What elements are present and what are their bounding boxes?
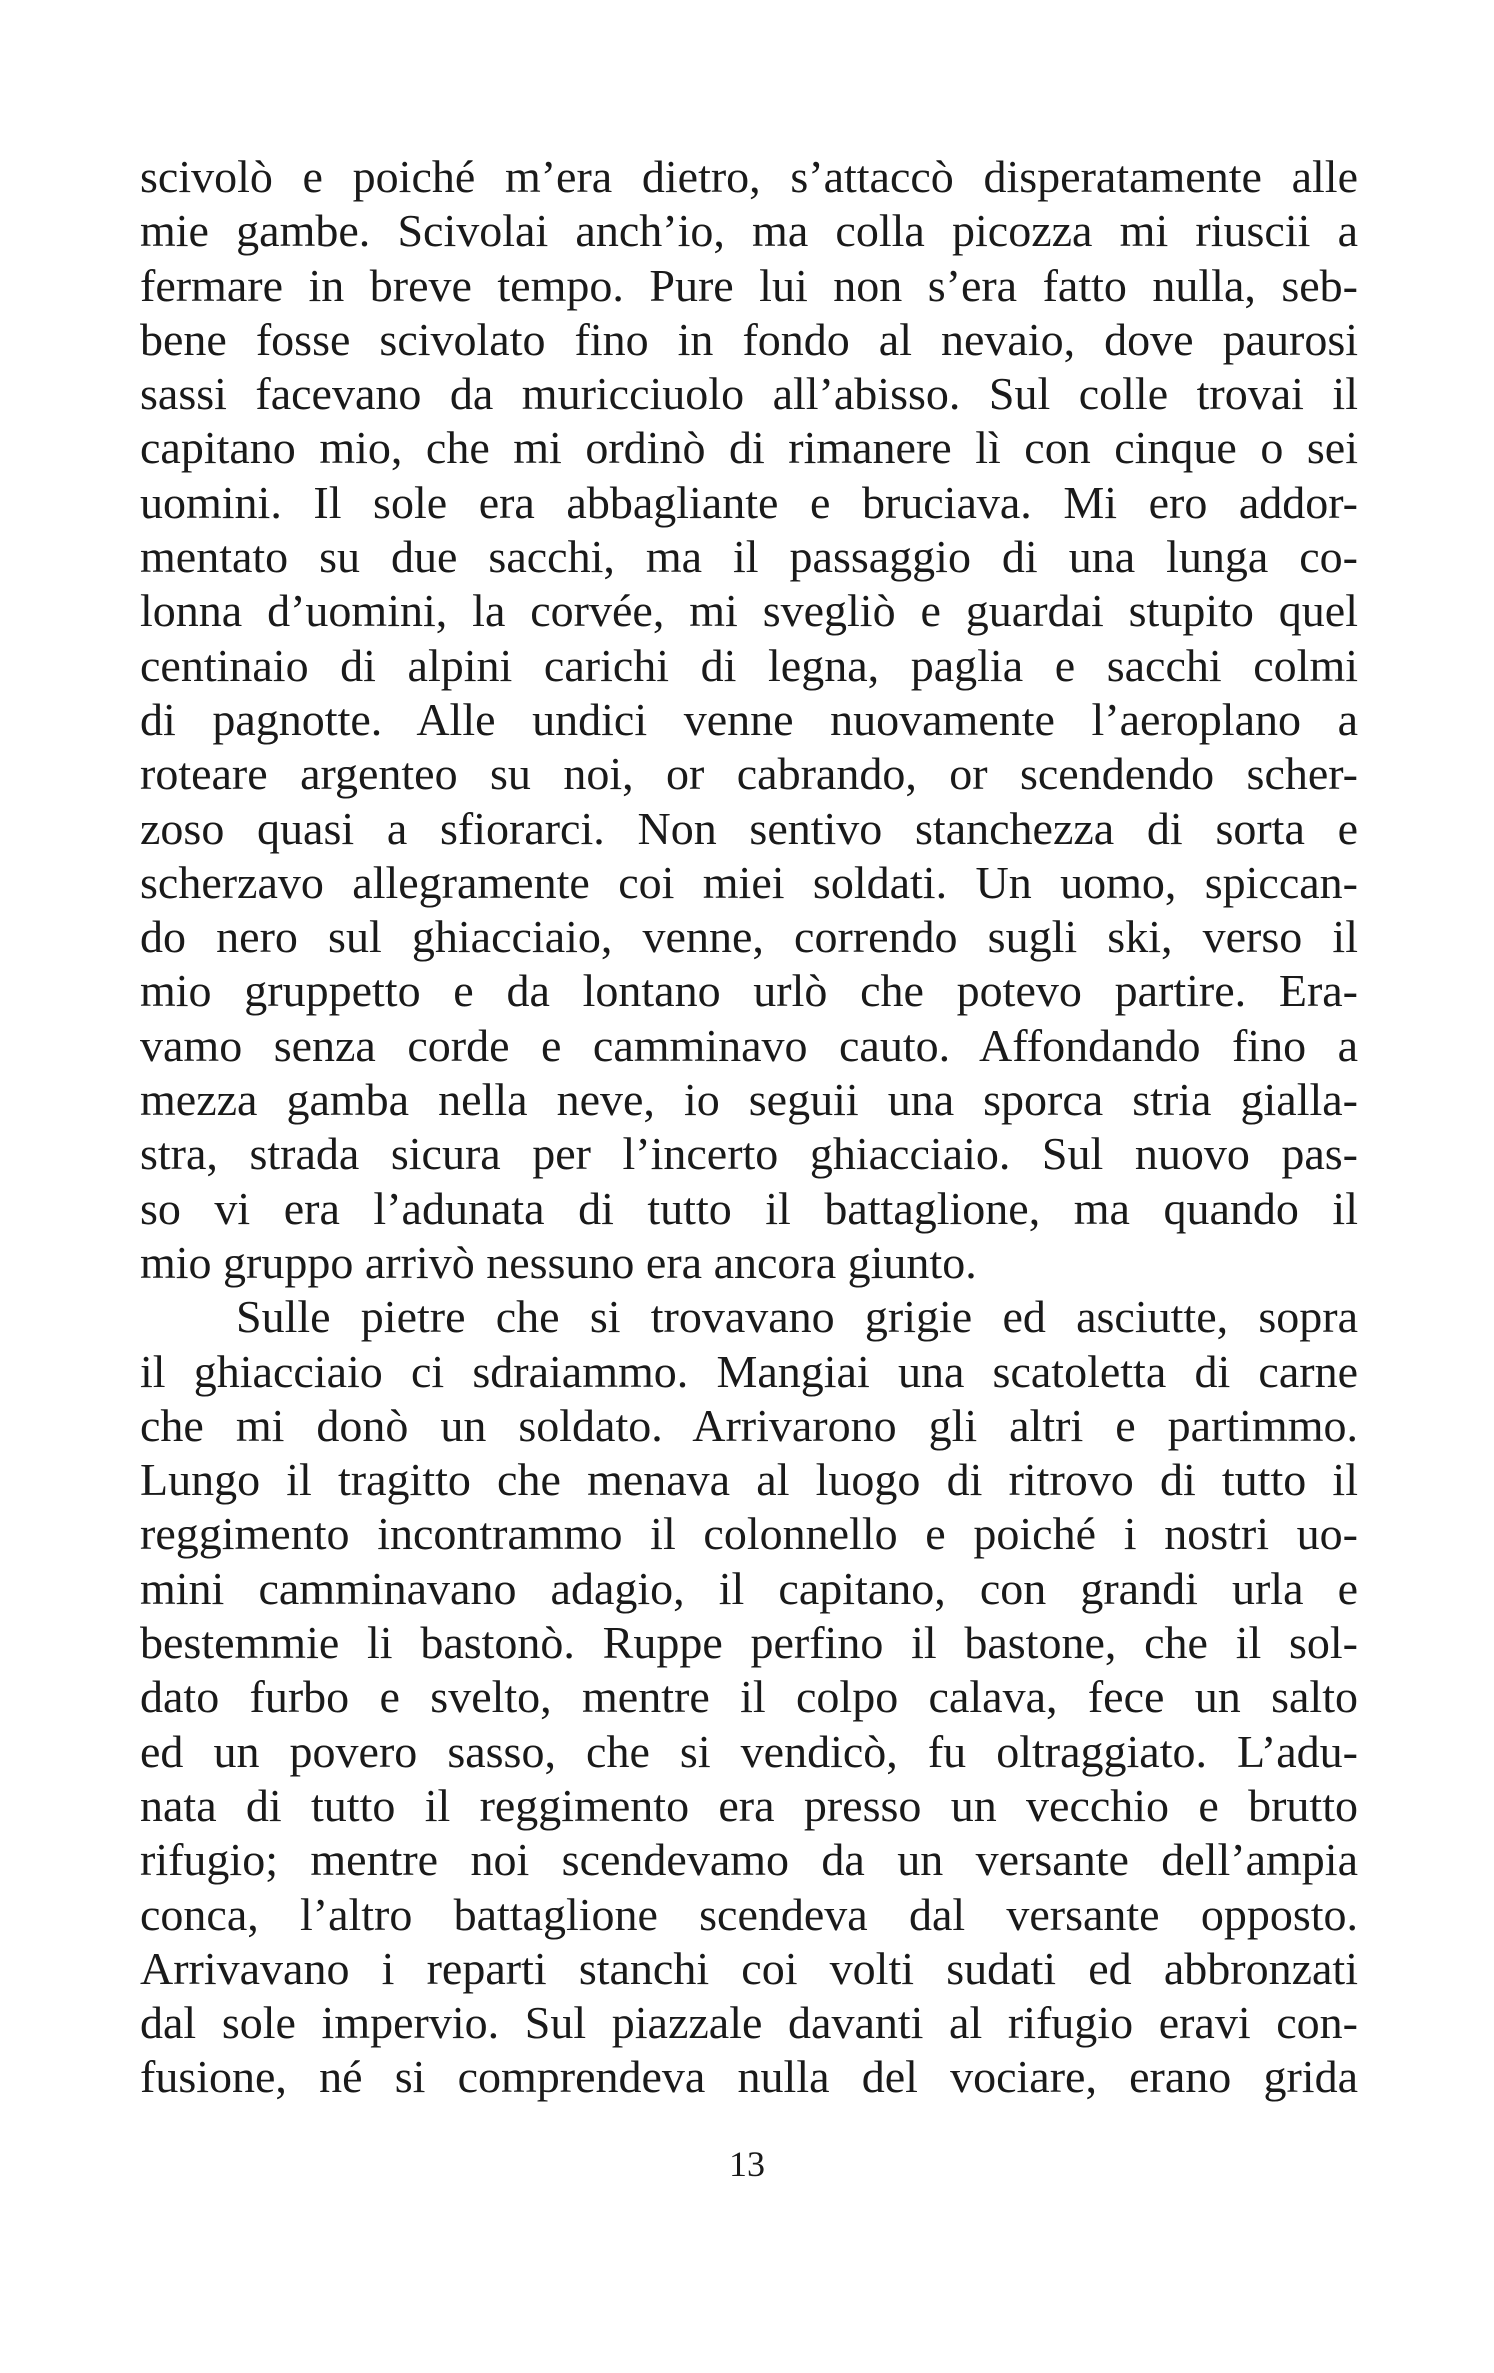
- text-line: stra, strada sicura per l’incerto ghiacciaio. Sul nuovo pas-: [140, 1128, 1358, 1180]
- text-line: conca, l’altro battaglione scendeva dal versante opposto.: [140, 1888, 1358, 1940]
- text-line: bene fosse scivolato fino in fondo al nevaio, dove paurosi: [140, 313, 1358, 365]
- text-line: mentato su due sacchi, ma il passaggio di una lunga co-: [140, 531, 1358, 583]
- text-line: uomini. Il sole era abbagliante e bruciava. Mi ero addor-: [140, 476, 1358, 528]
- text-line: reggimento incontrammo il colonnello e poiché i nostri uo-: [140, 1508, 1358, 1560]
- text-line: mezza gamba nella neve, io seguii una sporca stria gialla-: [140, 1074, 1358, 1126]
- text-line: rifugio; mentre noi scendevamo da un versante dell’ampia: [140, 1834, 1358, 1886]
- text-line: mini camminavano adagio, il capitano, con grandi urla e: [140, 1562, 1358, 1614]
- text-line: mio gruppetto e da lontano urlò che potevo partire. Era-: [140, 965, 1358, 1017]
- text-line: dato furbo e svelto, mentre il colpo calava, fece un salto: [140, 1671, 1358, 1723]
- text-line: capitano mio, che mi ordinò di rimanere lì con cinque o sei: [140, 422, 1358, 474]
- paragraph-1: [140, 150, 1358, 1290]
- text-line: sassi facevano da muricciuolo all’abisso. Sul colle trovai il: [140, 368, 1358, 420]
- text-line: zoso quasi a sfiorarci. Non sentivo stanchezza di sorta e: [140, 802, 1358, 854]
- text-line: mie gambe. Scivolai anch’io, ma colla picozza mi riuscii a: [140, 205, 1358, 257]
- body-text: [140, 150, 1358, 2105]
- text-line: roteare argenteo su noi, or cabrando, or scendendo scher-: [140, 748, 1358, 800]
- text-line: nata di tutto il reggimento era presso un vecchio e brutto: [140, 1779, 1358, 1831]
- text-line: il ghiacciaio ci sdraiammo. Mangiai una scatoletta di carne: [140, 1345, 1358, 1397]
- text-line: fermare in breve tempo. Pure lui non s’era fatto nulla, seb-: [140, 259, 1358, 311]
- text-line: so vi era l’adunata di tutto il battaglione, ma quando il: [140, 1182, 1358, 1234]
- text-line: Arrivavano i reparti stanchi coi volti sudati ed abbronzati: [140, 1942, 1358, 1994]
- text-line: scherzavo allegramente coi miei soldati. Un uomo, spiccan-: [140, 856, 1358, 908]
- page-number: 13: [729, 2144, 765, 2184]
- text-line: Lungo il tragitto che menava al luogo di ritrovo di tutto il: [140, 1454, 1358, 1506]
- text-line: lonna d’uomini, la corvée, mi svegliò e guardai stupito quel: [140, 585, 1358, 637]
- text-line: che mi donò un soldato. Arrivarono gli altri e partimmo.: [140, 1399, 1358, 1451]
- text-line: vamo senza corde e camminavo cauto. Affondando fino a: [140, 1019, 1358, 1071]
- text-line: do nero sul ghiacciaio, venne, correndo sugli ski, verso il: [140, 911, 1358, 963]
- paragraph-2: [140, 1290, 1358, 2104]
- text-line: dal sole impervio. Sul piazzale davanti al rifugio eravi con-: [140, 1997, 1358, 2049]
- text-line: scivolò e poiché m’era dietro, s’attaccò disperatamente alle: [140, 151, 1358, 202]
- text-line: di pagnotte. Alle undici venne nuovamente l’aeroplano a: [140, 693, 1358, 745]
- text-line: centinaio di alpini carichi di legna, paglia e sacchi colmi: [140, 639, 1358, 691]
- text-line: mio gruppo arrivò nessuno era ancora giunto.: [140, 1236, 977, 1288]
- text-line: Sulle pietre che si trovavano grigie ed asciutte, sopra: [236, 1291, 1358, 1343]
- text-line: ed un povero sasso, che si vendicò, fu oltraggiato. L’adu-: [140, 1725, 1358, 1777]
- text-line: bestemmie li bastonò. Ruppe perfino il bastone, che il sol-: [140, 1617, 1358, 1669]
- text-line: fusione, né si comprendeva nulla del vociare, erano grida: [140, 2051, 1358, 2103]
